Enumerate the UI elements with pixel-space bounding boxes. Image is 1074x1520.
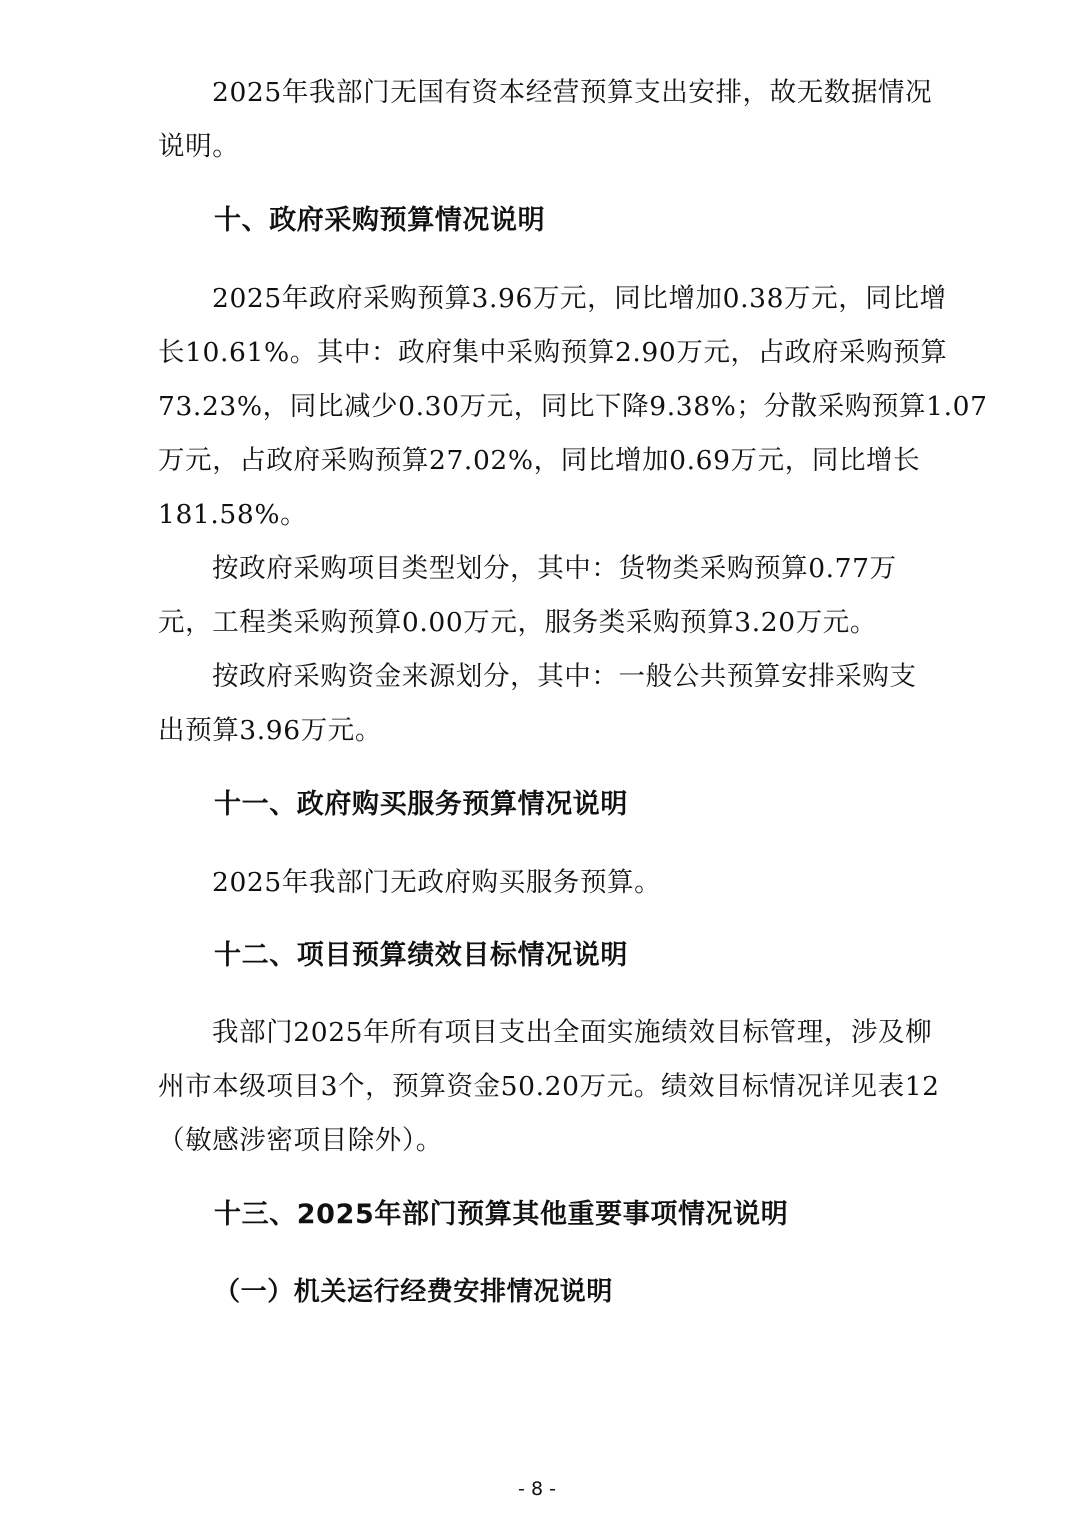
intro-line-1: 2025年我部门无国有资本经营预算支出安排，故无数据情况 bbox=[212, 77, 933, 108]
s10-p1-line-4: 万元，占政府采购预算27.02%，同比增加0.69万元，同比增长 bbox=[158, 445, 921, 476]
s10-p2-line-2: 元，工程类采购预算0.00万元，服务类采购预算3.20万元。 bbox=[158, 607, 878, 638]
s10-p1-line-5: 181.58%。 bbox=[158, 499, 308, 530]
s10-p3-line-1: 按政府采购资金来源划分，其中：一般公共预算安排采购支 bbox=[212, 661, 917, 692]
s11-p1-line-1: 2025年我部门无政府购买服务预算。 bbox=[212, 867, 662, 898]
section-12-heading: 十二、项目预算绩效目标情况说明 bbox=[214, 940, 628, 971]
s10-p1-line-1: 2025年政府采购预算3.96万元，同比增加0.38万元，同比增 bbox=[212, 283, 947, 314]
s12-p1-line-3: （敏感涉密项目除外）。 bbox=[158, 1125, 443, 1156]
s10-p1-line-3: 73.23%，同比减少0.30万元，同比下降9.38%；分散采购预算1.07 bbox=[158, 391, 988, 422]
intro-line-2: 说明。 bbox=[158, 131, 240, 162]
section-10-heading: 十、政府采购预算情况说明 bbox=[214, 205, 546, 236]
section-13-sub-1-heading: （一）机关运行经费安排情况说明 bbox=[214, 1277, 614, 1307]
s12-p1-line-2: 州市本级项目3个，预算资金50.20万元。绩效目标情况详见表12 bbox=[158, 1071, 940, 1102]
s10-p2-line-1: 按政府采购项目类型划分，其中：货物类采购预算0.77万 bbox=[212, 553, 897, 584]
section-11-heading: 十一、政府购买服务预算情况说明 bbox=[214, 789, 628, 820]
s12-p1-line-1: 我部门2025年所有项目支出全面实施绩效目标管理，涉及柳 bbox=[212, 1017, 933, 1048]
s10-p3-line-2: 出预算3.96万元。 bbox=[158, 715, 383, 746]
section-13-heading: 十三、2025年部门预算其他重要事项情况说明 bbox=[214, 1199, 789, 1230]
page-number: - 8 - bbox=[518, 1478, 556, 1500]
s10-p1-line-2: 长10.61%。其中：政府集中采购预算2.90万元，占政府采购预算 bbox=[158, 337, 948, 368]
